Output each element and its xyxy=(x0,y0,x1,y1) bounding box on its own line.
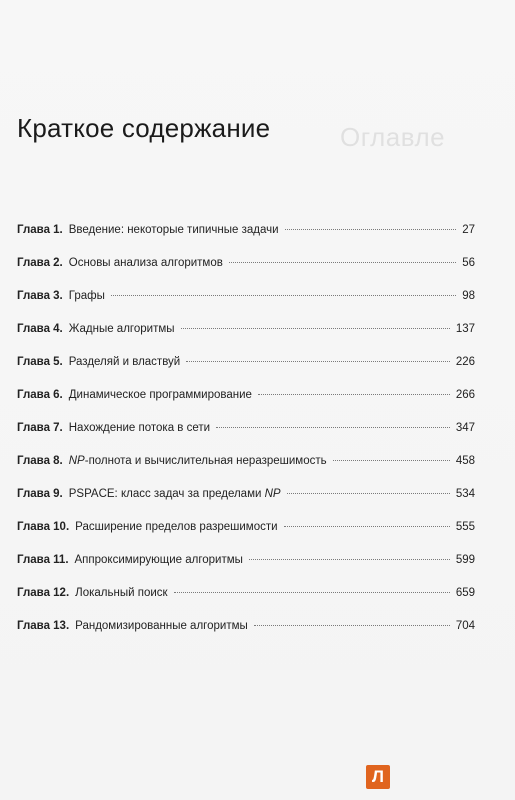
toc-entry xyxy=(17,356,475,374)
toc-entry xyxy=(17,257,475,275)
toc-entry xyxy=(17,224,475,242)
dot-leader xyxy=(284,526,450,527)
dot-leader xyxy=(258,394,450,395)
toc-entry xyxy=(17,488,475,506)
dot-leader xyxy=(254,625,450,626)
toc-entry xyxy=(17,521,475,539)
toc-chapter-title-text: PSPACE: класс задач за пределами xyxy=(68,488,265,500)
toc-page-number: 98 xyxy=(462,290,475,302)
toc-page-number: 704 xyxy=(455,620,475,632)
toc-chapter-title xyxy=(63,455,327,467)
toc-chapter-title: Локальный поиск xyxy=(75,587,168,599)
toc-entry xyxy=(17,554,475,572)
logo-letter: Л xyxy=(372,767,384,786)
np-italic: NP xyxy=(264,488,281,500)
toc-entry xyxy=(17,620,475,638)
toc-chapter-title: Графы xyxy=(68,290,105,302)
bleed-through-title: Оглавле xyxy=(340,122,446,152)
toc-chapter-title: Рандомизированные алгоритмы xyxy=(75,620,248,632)
toc-page-number: 56 xyxy=(462,257,475,269)
dot-leader xyxy=(333,460,450,461)
toc-entry xyxy=(17,323,475,341)
toc-chapter-title: Нахождение потока в сети xyxy=(68,422,211,434)
dot-leader xyxy=(285,229,457,230)
toc-chapter-title: Разделяй и властвуй xyxy=(68,356,181,368)
toc-chapter-number: Глава 13. xyxy=(17,620,70,632)
toc-chapter-number: Глава 7. xyxy=(17,422,63,434)
page-title: Краткое содержание xyxy=(17,113,271,143)
labirint-logo-icon xyxy=(366,765,390,789)
toc-chapter-number: Глава 9. xyxy=(17,488,63,500)
np-italic: NP xyxy=(68,455,85,467)
toc-chapter-title: Основы анализа алгоритмов xyxy=(68,257,223,269)
dot-leader xyxy=(186,361,450,362)
toc-chapter-title: Расширение пределов разрешимости xyxy=(75,521,278,533)
toc-page-number: 137 xyxy=(455,323,475,335)
dot-leader xyxy=(287,493,450,494)
toc-chapter-number: Глава 1. xyxy=(17,224,63,236)
toc-chapter-number: Глава 4. xyxy=(17,323,63,335)
dot-leader xyxy=(229,262,456,263)
toc-entry xyxy=(17,422,475,440)
toc-chapter-number: Глава 3. xyxy=(17,290,63,302)
toc-entry xyxy=(17,389,475,407)
toc-page-number: 347 xyxy=(455,422,475,434)
toc-chapter-title: Динамическое программирование xyxy=(68,389,252,401)
toc-page-number: 266 xyxy=(455,389,475,401)
toc-page-number: 599 xyxy=(455,554,475,566)
toc-chapter-title: Аппроксимирующие алгоритмы xyxy=(74,554,243,566)
toc-page-number: 27 xyxy=(462,224,475,236)
toc-page-number: 534 xyxy=(455,488,475,500)
dot-leader xyxy=(181,328,450,329)
toc-chapter-number: Глава 5. xyxy=(17,356,63,368)
toc-page-number: 458 xyxy=(455,455,475,467)
toc-entry xyxy=(17,290,475,308)
toc-chapter-number: Глава 6. xyxy=(17,389,63,401)
dot-leader xyxy=(111,295,456,296)
toc-page-number: 555 xyxy=(455,521,475,533)
dot-leader xyxy=(216,427,450,428)
toc-page-number: 226 xyxy=(455,356,475,368)
toc-chapter-title: Введение: некоторые типичные задачи xyxy=(68,224,279,236)
toc-entry xyxy=(17,587,475,605)
toc-chapter-title: Жадные алгоритмы xyxy=(68,323,175,335)
toc-chapter-number: Глава 11. xyxy=(17,554,69,566)
toc-chapter-number: Глава 2. xyxy=(17,257,63,269)
toc-chapter-title xyxy=(63,488,281,500)
toc-chapter-title-text: -полнота и вычислительная неразрешимость xyxy=(84,455,327,467)
dot-leader xyxy=(174,592,450,593)
toc-chapter-number: Глава 12. xyxy=(17,587,70,599)
toc-page-number: 659 xyxy=(455,587,475,599)
toc-chapter-number: Глава 10. xyxy=(17,521,70,533)
toc-entry xyxy=(17,455,475,473)
toc-chapter-number: Глава 8. xyxy=(17,455,63,467)
dot-leader xyxy=(249,559,450,560)
